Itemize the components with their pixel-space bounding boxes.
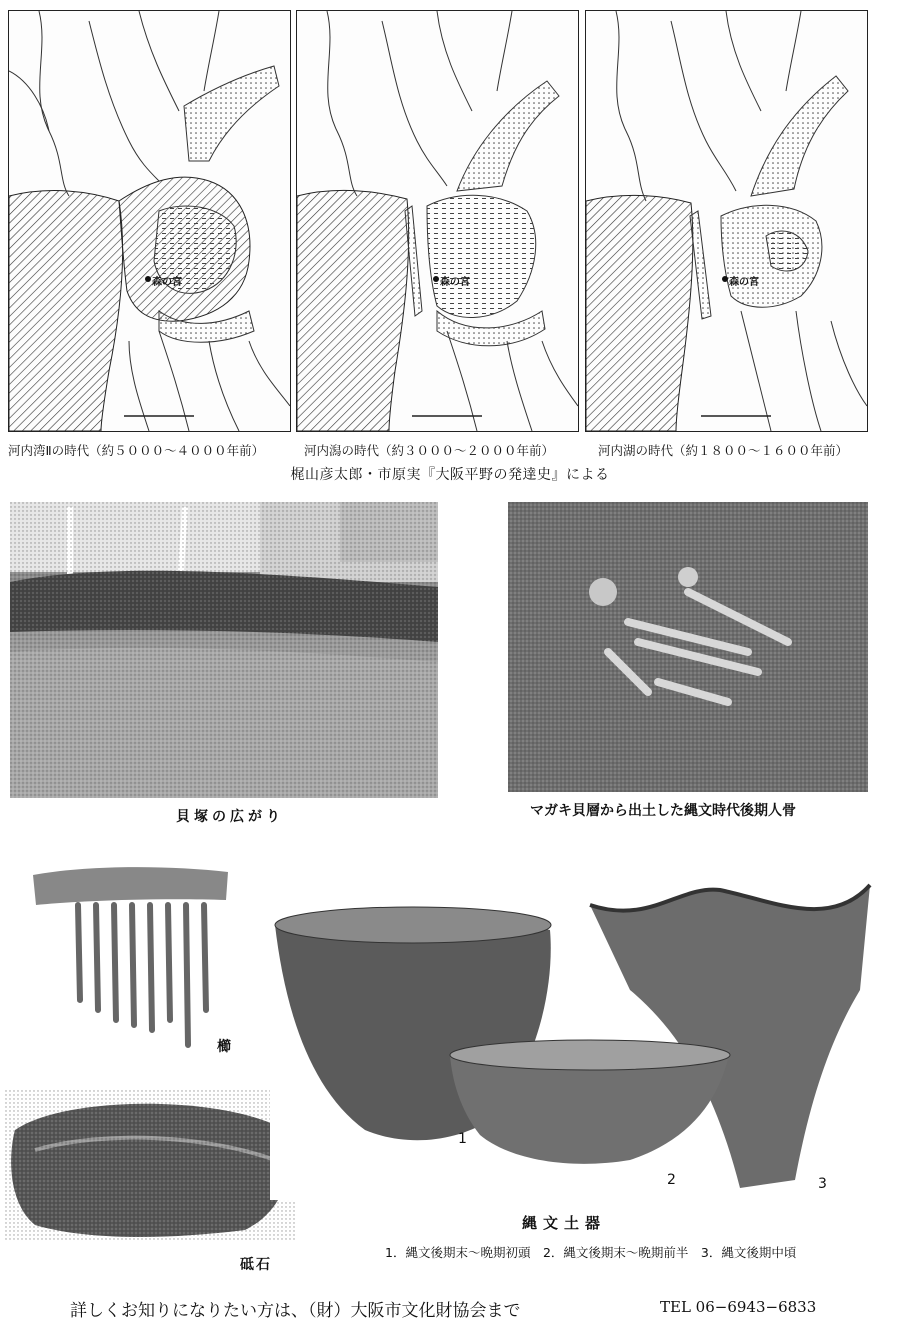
map-caption-lake: 河内湖の時代（約１８００～１６００年前） — [598, 443, 849, 458]
pot-number-1: 1 — [458, 1131, 467, 1147]
pottery-photo — [270, 870, 880, 1200]
comb-photo — [28, 860, 233, 1050]
pottery-caption: 縄文土器 — [522, 1214, 607, 1232]
map-place-label: 森の宮 — [729, 277, 759, 288]
comb-caption: 櫛 — [217, 1039, 231, 1055]
map-caption-lagoon: 河内潟の時代（約３０００～２０００年前） — [304, 443, 555, 458]
map-place-label: 森の宮 — [440, 277, 470, 288]
map-place-label: 森の宮 — [152, 277, 182, 288]
skeleton-photo — [508, 502, 868, 792]
map-kawachi-lake-drawing — [586, 11, 867, 431]
map-kawachi-lake — [585, 10, 868, 432]
contact-text: 詳しくお知りになりたい方は、（財）大阪市文化財協会まで — [70, 1301, 521, 1321]
map-kawachi-lagoon-drawing — [297, 11, 578, 431]
shell-mound-caption: 貝塚の広がり — [176, 809, 284, 825]
whetstone-caption: 砥石 — [240, 1257, 272, 1273]
pot-number-2: 2 — [667, 1172, 676, 1188]
skeleton-caption: マガキ貝層から出土した縄文時代後期人骨 — [530, 803, 796, 819]
map-kawachi-lagoon — [296, 10, 579, 432]
contact-phone: TEL 06−6943−6833 — [660, 1298, 817, 1316]
map-kawachi-bay — [8, 10, 291, 432]
pot-number-3: 3 — [818, 1176, 827, 1192]
map-kawachi-bay-drawing — [9, 11, 290, 431]
whetstone-photo — [5, 1090, 295, 1240]
map-caption-bay: 河内湾Ⅱの時代（約５０００～４０００年前） — [8, 443, 265, 458]
pottery-notes: 1．縄文後期末～晩期初頭 2．縄文後期末～晩期前半 3．縄文後期中頃 — [385, 1245, 797, 1260]
shell-mound-photo — [10, 502, 438, 798]
map-source-credit: 梶山彦太郎・市原実『大阪平野の発達史』による — [290, 467, 610, 483]
